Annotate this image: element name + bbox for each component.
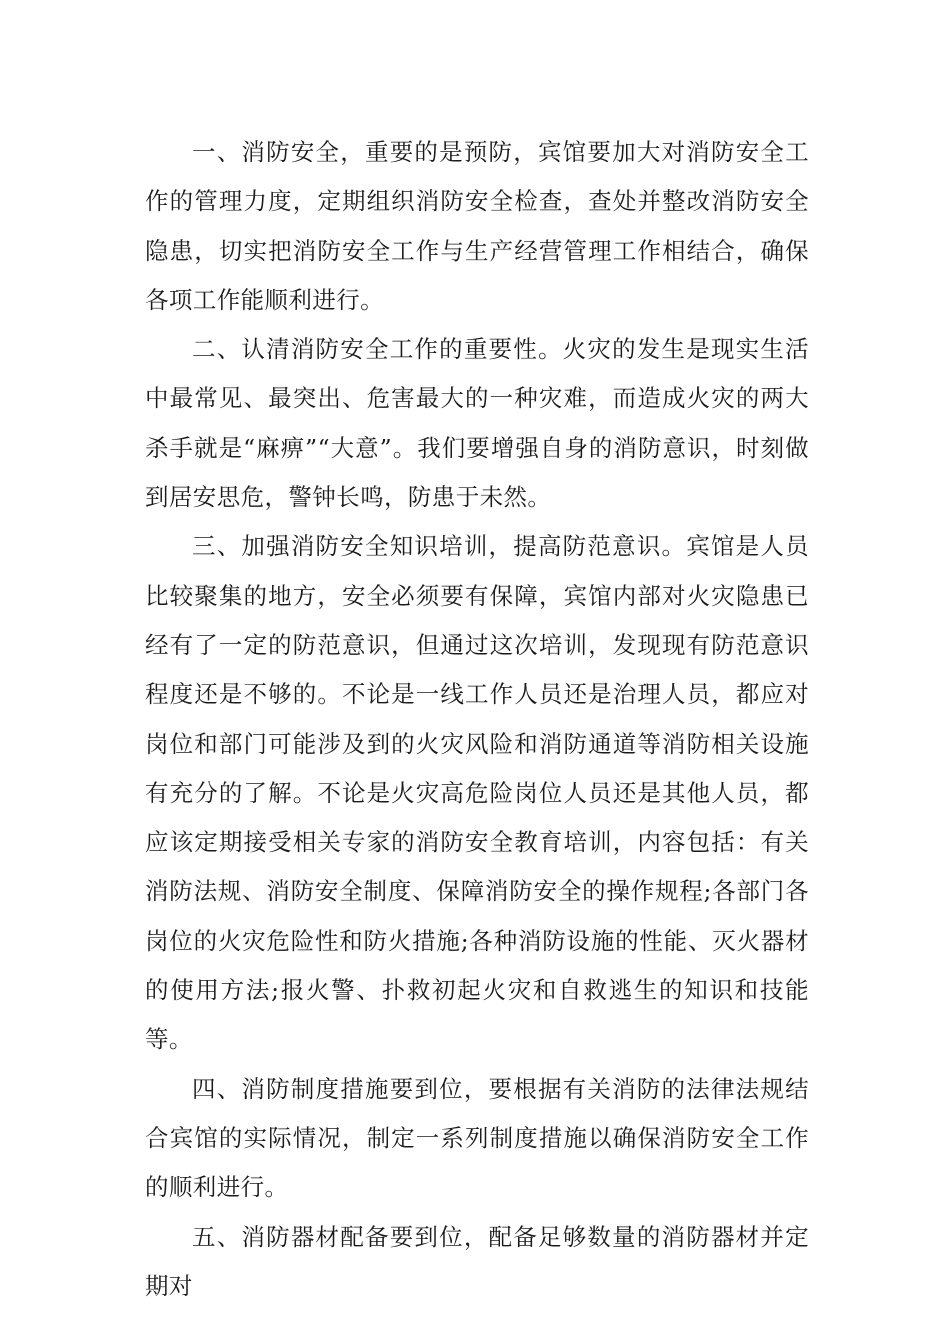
paragraph-2: 二、认清消防安全工作的重要性。火灾的发生是现实生活中最常见、最突出、危害最大的一种灾难，而造成火灾的两大杀手就是“麻痹”“大意”。我们要增强自身的消防意识，时刻做到居安思危，警钟长鸣，防患于未然。 bbox=[145, 335, 809, 512]
paragraph-4: 四、消防制度措施要到位，要根据有关消防的法律法规结合宾馆的实际情况，制定一系列制度措施以确保消防安全工作的顺利进行。 bbox=[145, 1074, 809, 1202]
paragraph-1: 一、消防安全，重要的是预防，宾馆要加大对消防安全工作的管理力度，定期组织消防安全检查，查处并整改消防安全隐患，切实把消防安全工作与生产经营管理工作相结合，确保各项工作能顺利进行。 bbox=[145, 138, 809, 314]
document-body bbox=[145, 128, 809, 1311]
paragraph-3: 三、加强消防安全知识培训，提高防范意识。宾馆是人员比较聚集的地方，安全必须要有保障，宾馆内部对火灾隐患已经有了一定的防范意识，但通过这次培训，发现现有防范意识程度还是不够的。不论是一线工作人员还是治理人员，都应对岗位和部门可能涉及到的火灾风险和消防通道等消防相关设施有充分的了解。不论是火灾高危险岗位人员还是其他人员，都应该定期接受相关专家的消防安全教育培训，内容包括：有关消防法规、消防安全制度、保障消防安全的操作规程;各部门各岗位的火灾危险性和防火措施;各种消防设施的性能、灭火器材的使用方法;报火警、扑救初起火灾和自救逃生的知识和技能等。 bbox=[145, 532, 809, 1054]
paragraph-5: 五、消防器材配备要到位，配备足够数量的消防器材并定期对 bbox=[145, 1222, 809, 1300]
